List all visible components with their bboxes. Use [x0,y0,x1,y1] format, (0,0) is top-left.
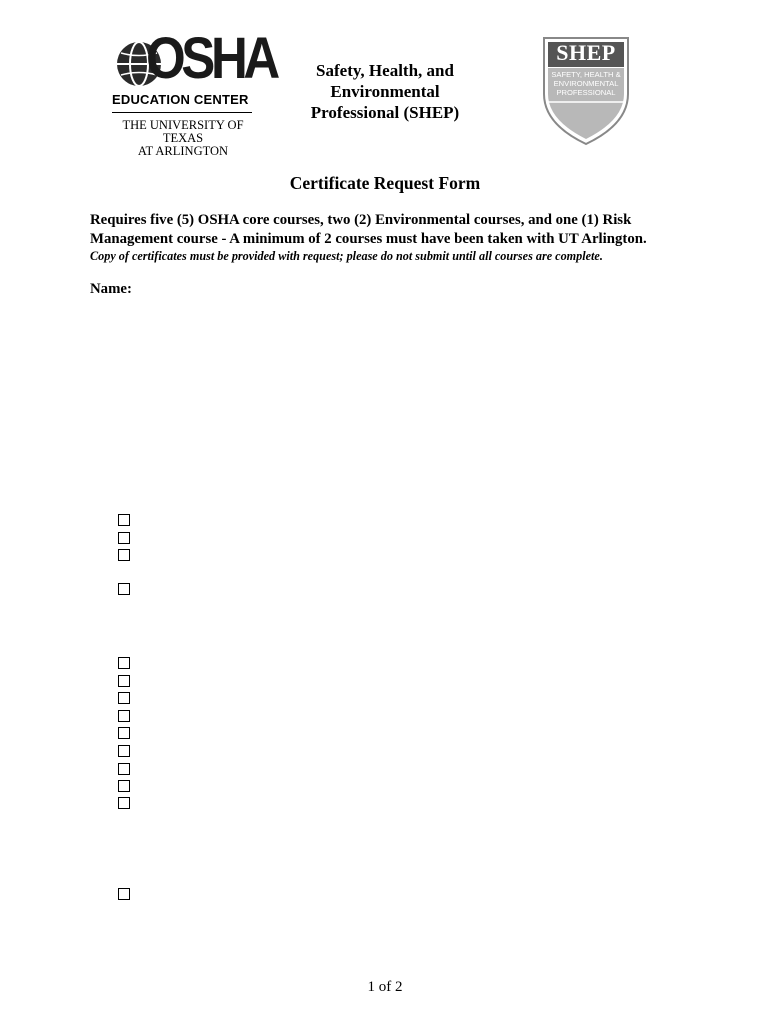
shep-subtitle-line-1: SAFETY, HEALTH & [551,70,621,79]
osha-wordmark [112,26,276,92]
shep-subtitle-line-2: ENVIRONMENTAL [553,79,619,88]
course-checkbox[interactable] [118,514,130,526]
course-checkbox[interactable] [118,532,130,544]
requirements-line-1: Requires five (5) OSHA core courses, two (2) Environmental courses, and one (1) Risk [90,212,632,228]
shep-shield-badge [542,36,630,146]
course-checkbox[interactable] [118,657,130,669]
program-title-line-2: Environmental [330,82,440,101]
name-field-label: Name: [90,281,132,297]
osha-letters: OSHA [146,26,276,91]
course-checkbox[interactable] [118,745,130,757]
requirements-text [90,211,690,249]
course-checkbox[interactable] [118,675,130,687]
course-checkbox[interactable] [118,583,130,595]
course-checkbox[interactable] [118,692,130,704]
university-line-1: THE UNIVERSITY OF TEXAS [122,118,244,145]
logo-divider [112,112,252,113]
course-checkbox[interactable] [118,888,130,900]
certificate-note: Copy of certificates must be provided with request; please do not submit until all courses are complete. [90,249,603,263]
course-checkbox[interactable] [118,549,130,561]
program-title [272,60,498,123]
course-checkbox[interactable] [118,797,130,809]
university-name [112,119,254,158]
university-line-2: AT ARLINGTON [137,144,229,158]
shep-subtitle [542,70,630,97]
course-checkbox[interactable] [118,710,130,722]
course-checkbox[interactable] [118,763,130,775]
requirements-line-2: Management course - A minimum of 2 courses must have been taken with UT Arlington. [90,231,647,247]
course-checkbox[interactable] [118,780,130,792]
program-title-line-3: Professional (SHEP) [310,103,460,122]
shep-acronym: SHEP [556,40,616,65]
course-checkbox[interactable] [118,727,130,739]
shep-subtitle-line-3: PROFESSIONAL [556,88,616,97]
program-title-line-1: Safety, Health, and [316,61,454,80]
page-number: 1 of 2 [367,979,403,995]
osha-education-center-logo [112,26,276,158]
education-center-label: EDUCATION CENTER [112,92,249,107]
form-title: Certificate Request Form [289,173,481,193]
